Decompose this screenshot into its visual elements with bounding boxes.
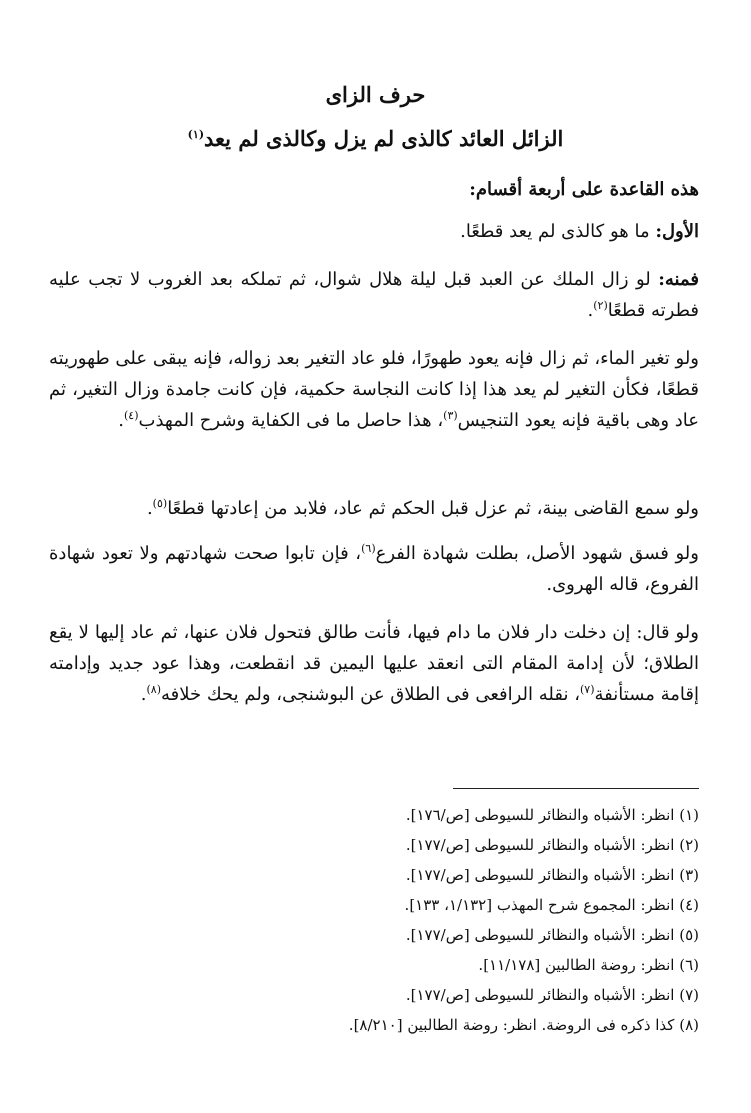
paragraph-3-text: ولو سمع القاضى بينة، ثم عزل قبل الحكم ثم عاد، فلابد من إعادتها قطعًا: [167, 498, 699, 519]
footnote-ref-7: (٧): [580, 683, 595, 696]
footnote-1: (١) انظر: الأشباه والنظائر للسيوطى [ص/١٧٦].: [405, 806, 699, 824]
footnote-7: (٧) انظر: الأشباه والنظائر للسيوطى [ص/١٧٧].: [405, 986, 699, 1004]
paragraph-2-tail-end: .: [118, 410, 124, 431]
paragraph-2-tail: ، هذا حاصل ما فى الكفاية وشرح المهذب: [138, 410, 444, 431]
footnote-ref-6: (٦): [361, 542, 376, 555]
intro-line: هذه القاعدة على أربعة أقسام:: [469, 179, 699, 200]
paragraph-5-tail-end: .: [140, 684, 147, 705]
footnote-ref-8: (٨): [146, 683, 162, 696]
footnote-divider: [453, 788, 699, 789]
paragraph-4-text: ولو فسق شهود الأصل، بطلت شهادة الفرع: [375, 543, 699, 564]
footnote-ref-5: (٥): [152, 497, 168, 510]
footnote-8: (٨) كذا ذكره فى الروضة. انظر: روضة الطالبين [٨/٢١٠].: [348, 1016, 699, 1034]
footnote-ref-1: (١): [187, 128, 205, 141]
chapter-title: حرف الزاى: [325, 82, 426, 107]
footnote-ref-3: (٣): [443, 409, 458, 422]
footnote-5: (٥) انظر: الأشباه والنظائر للسيوطى [ص/١٧٧].: [405, 926, 699, 944]
footnote-ref-2: (٢): [593, 299, 608, 312]
paragraph-4-tail: ، فإن تابوا صحت شهادتهم ولا تعود شهادة الفروع، قاله الهروى.: [49, 543, 699, 595]
footnotes-list: [49, 800, 699, 1040]
paragraph-5: [49, 617, 699, 710]
rule-heading-text: الزائل العائد كالذى لم يزل وكالذى لم يعد: [204, 126, 564, 151]
section-one-label: الأول:: [655, 221, 699, 242]
section-one-text: ما هو كالذى لم يعد قطعًا.: [460, 221, 656, 242]
paragraph-1-text: لو زال الملك عن العبد قبل ليلة هلال شوال، ثم تملكه بعد الغروب لا تجب عليه فطرته قطعًا: [49, 269, 699, 321]
footnote-6: (٦) انظر: روضة الطالبين [١١/١٧٨].: [478, 956, 699, 974]
paragraph-3-tail: .: [146, 498, 153, 519]
paragraph-2: [49, 343, 699, 436]
paragraph-5-text: ولو قال: إن دخلت دار فلان ما دام فيها، فأنت طالق فتحول فلان عنها، ثم عاد إليها لا يقع الطلاق؛ لأن إدامة المقام التى انعقد عليها اليمين قد انقطعت، وهذا عود جديد وإدامته إقامة مستأنفة: [49, 622, 699, 705]
footnote-ref-4: (٤): [123, 409, 139, 422]
rule-heading: [60, 126, 691, 151]
paragraph-2-text: ولو تغير الماء، ثم زال فإنه يعود طهورًا، فلو عاد التغير بعد زواله، فإنه يبقى على طهوريته قطعًا، فكأن التغير لم يعد هذا إذا كانت النجاسة حكمية، فإن كانت جامدة وزال التغير، ثم عاد وهى باقية فإنه يعود التنجيس: [49, 348, 699, 431]
footnote-2: (٢) انظر: الأشباه والنظائر للسيوطى [ص/١٧٧].: [405, 836, 699, 854]
paragraph-1-tail: .: [587, 300, 594, 321]
paragraph-4: [49, 538, 699, 600]
footnote-3: (٣) انظر: الأشباه والنظائر للسيوطى [ص/١٧٧].: [405, 866, 699, 884]
paragraph-1: [49, 264, 699, 326]
paragraph-1-lead: فمنه:: [658, 269, 699, 290]
section-one: [49, 216, 699, 247]
paragraph-3: [49, 493, 699, 524]
paragraph-5-tail: ، نقله الرافعى فى الطلاق عن البوشنجى، ولم يحك خلافه: [161, 684, 580, 705]
footnote-4: (٤) انظر: المجموع شرح المهذب [١/١٣٢، ١٣٣].: [404, 896, 699, 914]
